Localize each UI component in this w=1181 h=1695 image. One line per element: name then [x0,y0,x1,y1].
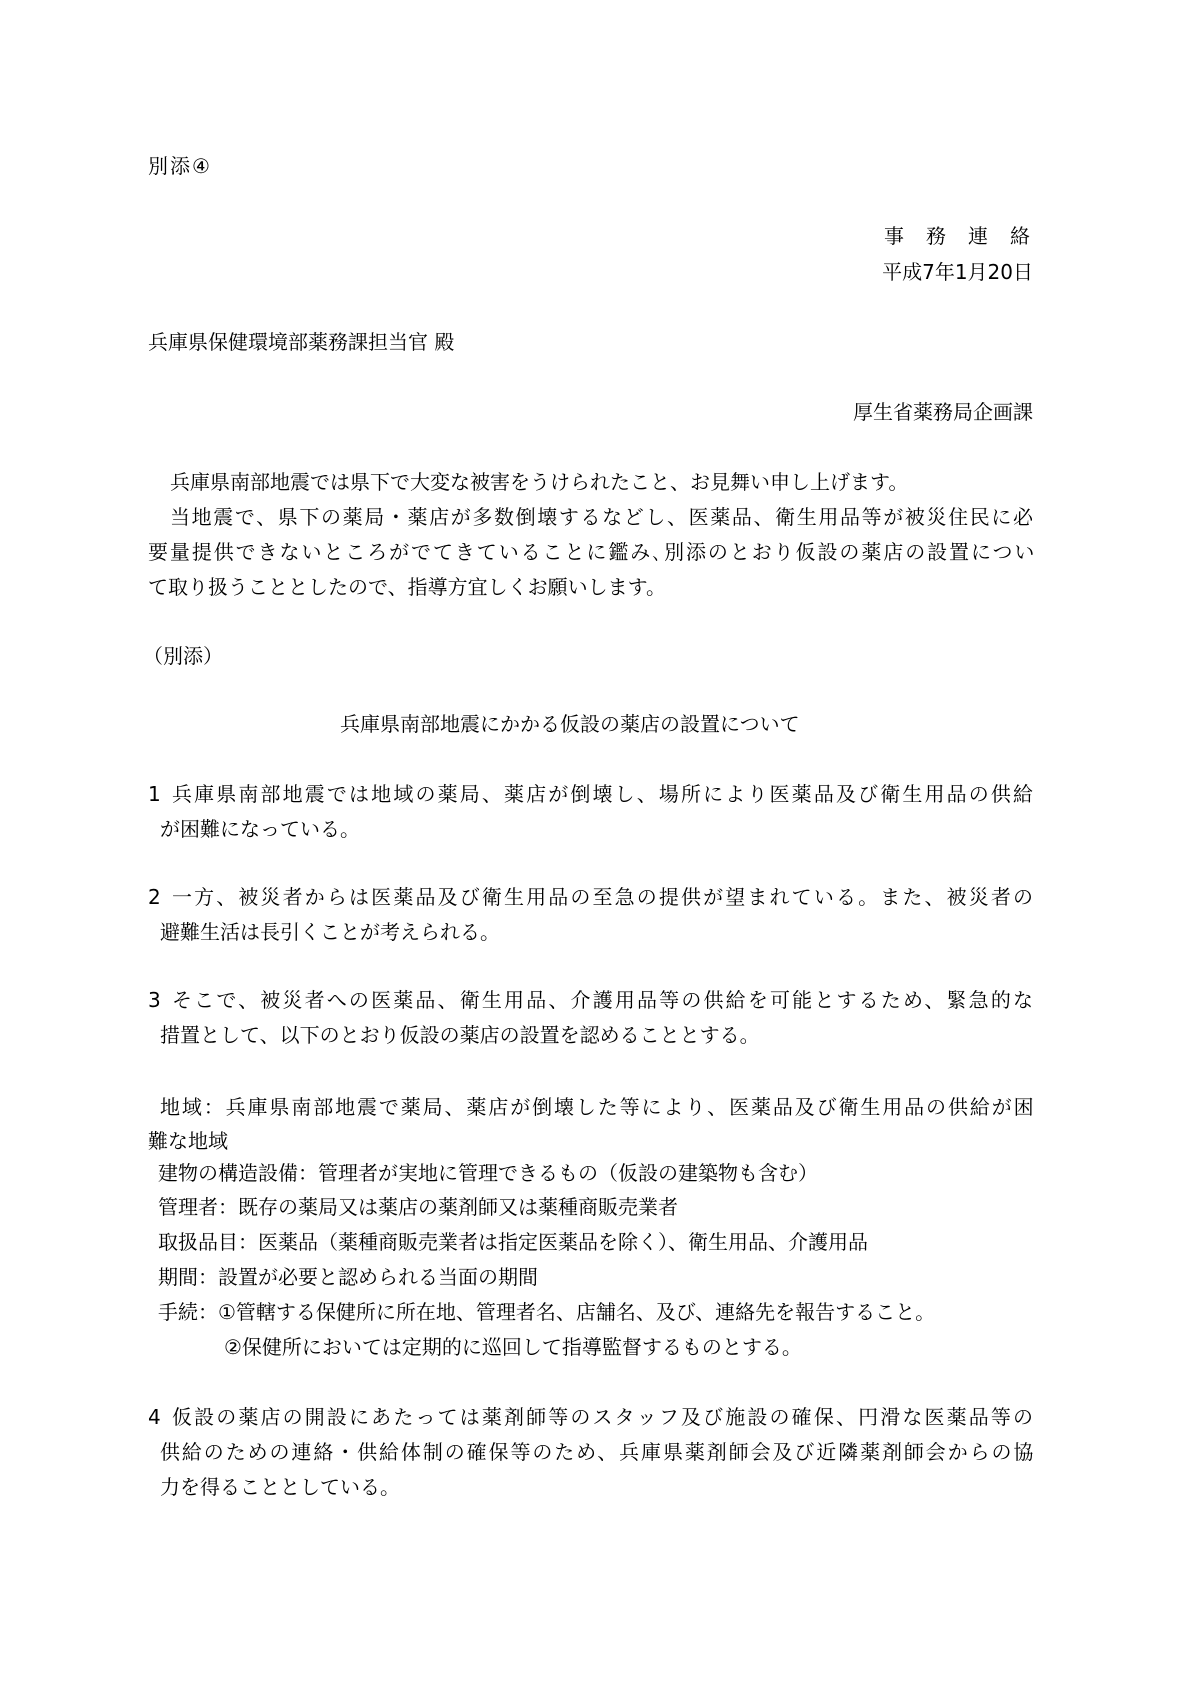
intro-line: 要量提供できないところがでてきていることに鑑み､別添のとおり仮設の薬店の設置につい [148,540,1033,564]
item-text: 措置として、以下のとおり仮設の薬店の設置を認めることとする。 [160,1023,760,1047]
annex-title: 兵庫県南部地震にかかる仮設の薬店の設置について [340,712,800,736]
item-number: 2 [148,885,161,909]
item-text: 兵庫県南部地震では地域の薬局、薬店が倒壊し、場所により医薬品及び衛生用品の供給 [172,782,1033,806]
intro-line: 当地震で、県下の薬局・薬店が多数倒壊するなどし、医薬品、衛生用品等が被災住民に必 [170,505,1033,529]
item-text: そこで、被災者への医薬品、衛生用品、介護用品等の供給を可能とするため、緊急的な [172,988,1033,1012]
condition-manager: 管理者：既存の薬局又は薬店の薬剤師又は薬種商販売業者 [158,1195,678,1219]
item-text: 仮設の薬店の開設にあたっては薬剤師等のスタッフ及び施設の確保、円滑な医薬品等の [172,1405,1033,1429]
intro-line: て取り扱うこととしたので、指導方宜しくお願いします。 [148,575,666,599]
recipient: 兵庫県保健環境部薬務課担当官 殿 [148,330,455,354]
document-date: 平成7年1月20日 [882,260,1033,284]
item-text: 供給のための連絡・供給体制の確保等のため、兵庫県薬剤師会及び近隣薬剤師会からの協 [160,1440,1033,1464]
item-text: が困難になっている。 [160,817,360,841]
condition-procedure: 手続：①管轄する保健所に所在地、管理者名、店舗名、及び、連絡先を報告すること。 [158,1300,936,1324]
condition-area: 地域：兵庫県南部地震で薬局、薬店が倒壊した等により、医薬品及び衛生用品の供給が困 [160,1095,1033,1119]
item-number: 4 [148,1405,161,1429]
sender: 厚生省薬務局企画課 [853,400,1033,424]
condition-procedure-continued: ②保健所においては定期的に巡回して指導監督するものとする。 [224,1335,802,1359]
item-text: 力を得ることとしている。 [160,1475,400,1499]
intro-line: 兵庫県南部地震では県下で大変な被害をうけられたこと、お見舞い申し上げます。 [170,470,909,494]
item-number: 3 [148,988,161,1012]
annex-label: （別添） [143,644,223,668]
document-type: 事務連絡 [884,224,1052,248]
item-text: 避難生活は長引くことが考えられる。 [160,920,500,944]
item-number: 1 [148,782,161,806]
condition-products: 取扱品目：医薬品（薬種商販売業者は指定医薬品を除く）、衛生用品、介護用品 [158,1230,868,1254]
item-text: 一方、被災者からは医薬品及び衛生用品の至急の提供が望まれている。また、被災者の [172,885,1033,909]
condition-area-continued: 難な地域 [148,1129,228,1153]
condition-period: 期間：設置が必要と認められる当面の期間 [158,1265,538,1289]
attachment-label: 別添④ [148,154,212,178]
condition-building: 建物の構造設備：管理者が実地に管理できるもの（仮設の建築物も含む） [158,1161,818,1185]
